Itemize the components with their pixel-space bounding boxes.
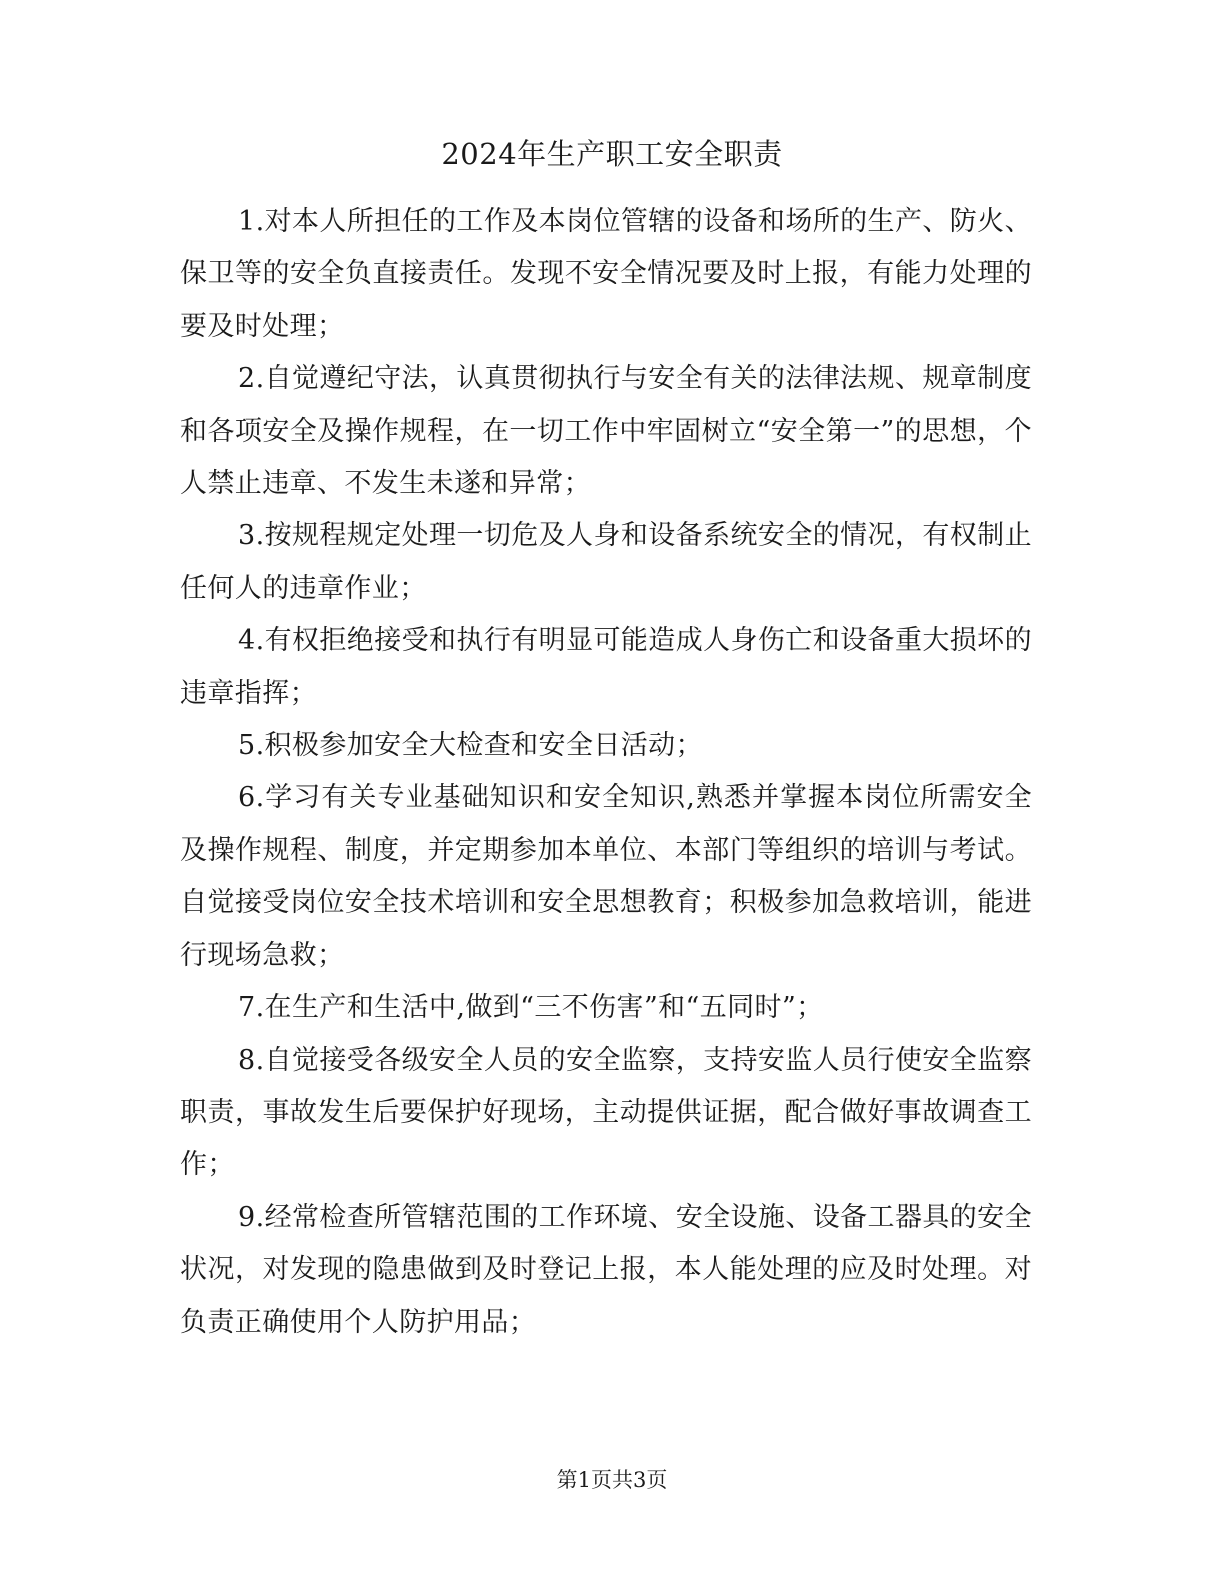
- paragraph-3: 3.按规程规定处理一切危及人身和设备系统安全的情况，有权制止任何人的违章作业；: [180, 520, 1032, 604]
- paragraph-5: 5.积极参加安全大检查和安全日活动；: [238, 730, 703, 762]
- paragraph-4: 4.有权拒绝接受和执行有明显可能造成人身伤亡和设备重大损坏的违章指挥；: [180, 625, 1032, 709]
- page-number-footer: 第1页共3页: [556, 1468, 668, 1492]
- paragraph-7: 7.在生产和生活中,做到“三不伤害”和“五同时”；: [238, 992, 824, 1024]
- document-title: 2024年生产职工安全职责: [441, 137, 783, 171]
- paragraph-6: 6.学习有关专业基础知识和安全知识,熟悉并掌握本岗位所需安全及操作规程、制度，并定期参加本单位、本部门等组织的培训与考试。自觉接受岗位安全技术培训和安全思想教育；积极参加急救培训，能进行现场急救；: [180, 782, 1032, 971]
- paragraph-9: 9.经常检查所管辖范围的工作环境、安全设施、设备工器具的安全状况，对发现的隐患做到及时登记上报，本人能处理的应及时处理。对负责正确使用个人防护用品；: [180, 1201, 1032, 1338]
- document-body: [180, 196, 1032, 1349]
- paragraph-2: 2.自觉遵纪守法，认真贯彻执行与安全有关的法律法规、规章制度和各项安全及操作规程，在一切工作中牢固树立“安全第一”的思想，个人禁止违章、不发生未遂和异常；: [180, 363, 1032, 500]
- paragraph-1: 1.对本人所担任的工作及本岗位管辖的设备和场所的生产、防火、保卫等的安全负直接责任。发现不安全情况要及时上报，有能力处理的要及时处理；: [180, 206, 1032, 342]
- paragraph-8: 8.自觉接受各级安全人员的安全监察，支持安监人员行使安全监察职责，事故发生后要保护好现场，主动提供证据，配合做好事故调查工作；: [180, 1044, 1032, 1181]
